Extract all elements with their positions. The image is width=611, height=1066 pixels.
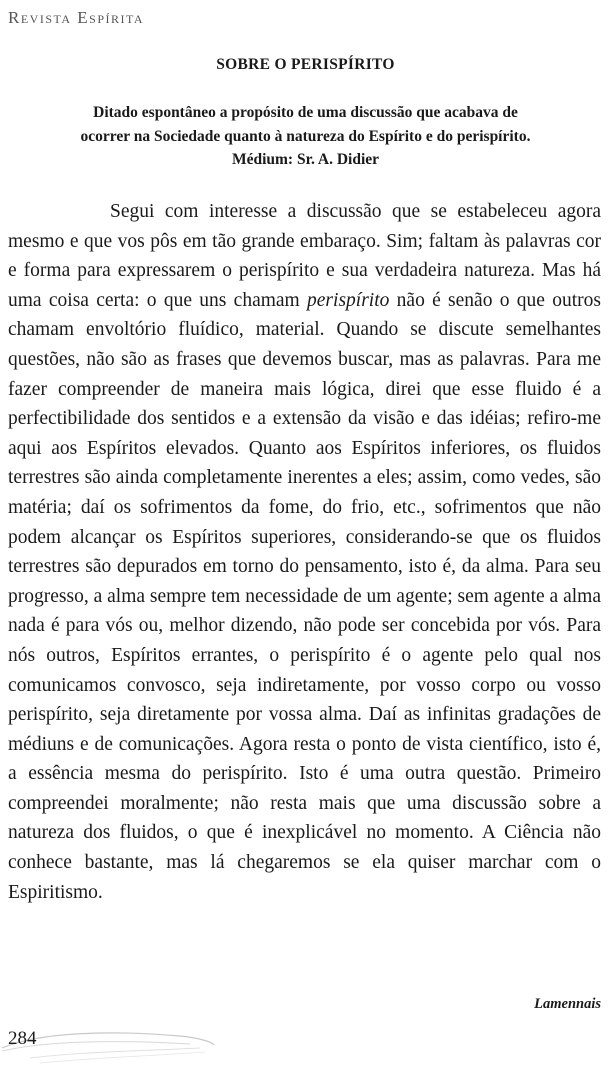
subtitle-line: ocorrer na Sociedade quanto à natureza do Espírito e do perispírito. [80, 127, 531, 145]
article-subtitle [40, 101, 571, 172]
running-header: Revista Espírita [8, 8, 145, 27]
page-number: 284 [8, 1028, 37, 1049]
article-body [8, 197, 601, 907]
subtitle-line: Ditado espontâneo a propósito de uma discussão que acabava de [93, 104, 518, 121]
body-text-part: Segui com interesse a discussão que se estabeleceu agora mesmo e que vos pôs em tão grande embaraço. Sim; faltam às palavras cor e forma para expressarem o perispírito e sua verdadeira natureza. Mas há uma coisa certa: o que uns chamam [8, 201, 601, 311]
author-signature: Lamennais [534, 996, 601, 1012]
medium-line: Médium: Sr. A. Didier [231, 151, 380, 168]
body-text-part: não é senão o que outros chamam envoltório fluídico, material. Quando se discute semelhantes questões, não são as frases que devemos buscar, mas as palavras. Para me fazer compreender de maneira mais lógica, direi que esse fluido é a perfectibilidade dos sentidos e a extensão da visão e das idéias; refiro-me aqui aos Espíritos elevados. Quanto aos Espíritos inferiores, os fluidos terrestres são ainda completamente inerentes a eles; assim, como vedes, são matéria; daí os sofrimentos da fome, do frio, etc., sofrimentos que não podem alcançar os Espíritos superiores, considerando-se que os fluidos terrestres são depurados em torno do pensamento, isto é, da alma. Para seu progresso, a alma sempre tem necessidade de um agente; sem agente a alma nada é para vós ou, melhor dizendo, não pode ser concebida por vós. Para nós outros, Espíritos errantes, o perispírito é o agente pelo qual nos comunicamos convosco, seja indiretamente, por vosso corpo ou vosso perispírito, seja diretamente por vossa alma. Daí as infinitas gradações de médiuns e de comunicações. Agora resta o ponto de vista científico, isto é, a essência mesma do perispírito. Isto é uma outra questão. Primeiro compreendei moralmente; não resta mais que uma discussão sobre a natureza dos fluidos, o que é inexplicável no momento. A Ciência não conhece bastante, mas lá chegaremos se ela quiser marchar com o Espiritismo. [8, 289, 601, 903]
body-italic-term: perispírito [307, 289, 390, 311]
article-title: SOBRE O PERISPÍRITO [216, 56, 395, 73]
